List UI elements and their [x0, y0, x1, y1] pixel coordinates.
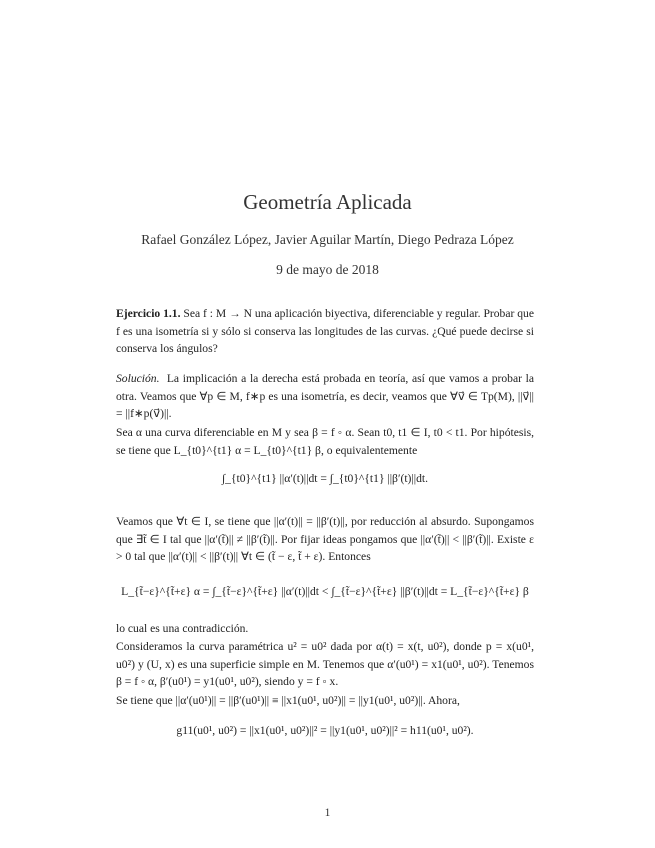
solution-paragraph-4: lo cual es una contradicción.: [116, 622, 249, 635]
solution-paragraph-6: Se tiene que ||α′(u0¹)|| = ||β′(u0¹)|| ≡ ||x1(u0¹, u0²)|| = ||y1(u0¹, u0²)||. Ahora,: [116, 694, 460, 707]
exercise-label: Ejercicio 1.1.: [116, 307, 181, 320]
equation-3: g11(u0¹, u0²) = ||x1(u0¹, u0²)||² = ||y1(u0¹, u0²)||² = h11(u0¹, u0²).: [176, 724, 474, 737]
exercise-block: [116, 305, 534, 358]
equation-2: L_{t̃−ε}^{t̃+ε} α = ∫_{t̃−ε}^{t̃+ε} ||α′(t)||dt < ∫_{t̃−ε}^{t̃+ε} ||β′(t)||dt = L_{t̃−ε}^{t̃+ε} β: [121, 585, 529, 598]
document-title: Geometría Aplicada: [243, 190, 412, 214]
solution-paragraph-5: Consideramos la curva paramétrica u² = u0² dada por α(t) = x(t, u0²), donde p = x(u0¹, u0²) y (U, x) es una superficie simple en M. Tenemos que α′(u0¹) = x1(u0¹, u0²). Tenemos β = f ◦ α, β′(u0¹) = y1(u0¹, u0²), siendo y = f ◦ x.: [116, 640, 534, 689]
equation-1: ∫_{t0}^{t1} ||α′(t)||dt = ∫_{t0}^{t1} ||β′(t)||dt.: [222, 472, 428, 485]
document-date: 9 de mayo de 2018: [276, 262, 379, 277]
exercise-statement: Sea f : M → N una aplicación biyectiva, diferenciable y regular. Probar que f es una isometría si y sólo si conserva las longitudes de las curvas. ¿Qué puede decirse si conserva los ángulos?: [116, 307, 534, 356]
solution-text-1: La implicación a la derecha está probada en teoría, así que vamos a probar la otra. Veamos que ∀p ∈ M, f∗p es una isometría, es decir, veamos que ∀v⃗ ∈ Tp(M), ||v⃗|| = ||f∗p(v⃗)||.: [116, 372, 534, 421]
document-authors: Rafael González López, Javier Aguilar Martín, Diego Pedraza López: [141, 232, 514, 247]
solution-label: Solución.: [116, 372, 160, 385]
solution-paragraph-1: [116, 370, 534, 423]
solution-paragraph-3: Veamos que ∀t ∈ I, se tiene que ||α′(t)|| = ||β′(t)||, por reducción al absurdo. Supongamos que ∃t̃ ∈ I tal que ||α′(t̃)|| ≠ ||β′(t̃)||. Por fijar ideas pongamos que ||α′(t̃)|| < ||β′(t̃)||. Existe ε > 0 tal que ||α′(t)|| < ||β′(t)|| ∀t ∈ (t̃ − ε, t̃ + ε). Entonces: [116, 515, 534, 564]
page-number: 1: [324, 807, 331, 819]
solution-paragraph-2: Sea α una curva diferenciable en M y sea β = f ◦ α. Sean t0, t1 ∈ I, t0 < t1. Por hipótesis, se tiene que L_{t0}^{t1} α = L_{t0}^{t1} β, o equivalentemente: [116, 426, 534, 457]
